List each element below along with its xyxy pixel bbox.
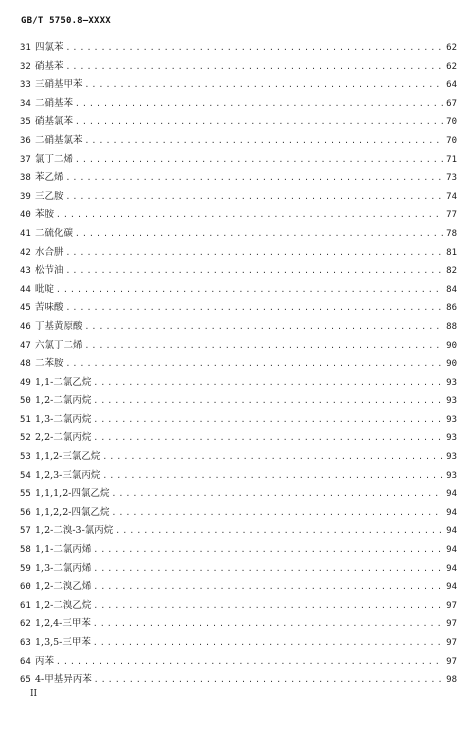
toc-entry-page: 94 [446, 526, 457, 537]
toc-entry[interactable] [20, 467, 457, 486]
toc-entry-title: 二硫化碳 [35, 227, 74, 239]
toc-entry-number: 43 [20, 266, 31, 277]
toc-entry-title: 苦味酸 [35, 302, 64, 314]
toc-entry-page: 88 [446, 321, 457, 332]
toc-entry-number: 40 [20, 210, 31, 221]
toc-dot-leader [85, 132, 443, 151]
toc-entry-number: 45 [20, 303, 31, 314]
toc-entry-title: 1,2-二溴-3-氯丙烷 [35, 525, 114, 537]
toc-entry-title: 1,1,2-三氯乙烷 [35, 451, 101, 463]
toc-entry[interactable] [20, 411, 457, 430]
toc-entry-page: 90 [446, 340, 457, 351]
toc-entry[interactable] [20, 132, 457, 151]
toc-entry[interactable] [20, 299, 457, 318]
toc-dot-leader [56, 281, 443, 300]
toc-entry-number: 42 [20, 247, 31, 258]
toc-entry[interactable] [20, 522, 457, 541]
toc-entry-number: 60 [20, 582, 31, 593]
toc-entry-number: 51 [20, 414, 31, 425]
toc-dot-leader [66, 244, 443, 263]
toc-entry-number: 63 [20, 638, 31, 648]
toc-dot-leader [102, 467, 443, 486]
toc-entry-page: 94 [446, 545, 457, 556]
toc-entry[interactable] [20, 58, 457, 77]
toc-dot-leader [94, 671, 443, 690]
toc-entry-number: 64 [20, 656, 31, 667]
toc-entry-number: 54 [20, 470, 31, 481]
toc-entry[interactable] [20, 281, 457, 300]
toc-entry-page: 67 [446, 98, 457, 109]
toc-entry-title: 三乙胺 [35, 190, 64, 202]
toc-entry-page: 94 [446, 489, 457, 500]
toc-entry[interactable] [20, 671, 457, 690]
toc-entry-page: 93 [446, 414, 457, 425]
table-of-contents [20, 39, 457, 690]
toc-entry-number: 38 [20, 173, 31, 184]
toc-entry[interactable] [20, 485, 457, 504]
toc-dot-leader [111, 485, 443, 504]
toc-entry[interactable] [20, 634, 457, 653]
toc-entry-page: 93 [446, 433, 457, 444]
toc-entry-page: 90 [446, 359, 457, 370]
toc-dot-leader [75, 95, 443, 114]
toc-dot-leader [66, 355, 443, 374]
toc-entry-number: 35 [20, 117, 31, 128]
toc-entry-title: 1,2,4-三甲苯 [35, 618, 91, 630]
toc-entry[interactable] [20, 95, 457, 114]
toc-entry-title: 1,1,1,2-四氯乙烷 [35, 488, 110, 500]
toc-entry-number: 56 [20, 507, 31, 518]
toc-entry-page: 93 [446, 470, 457, 481]
toc-entry-page: 93 [446, 452, 457, 463]
toc-entry-title: 二苯胺 [35, 358, 64, 370]
toc-entry[interactable] [20, 169, 457, 188]
toc-entry-title: 1,2-二溴乙烷 [35, 599, 92, 611]
toc-entry-page: 94 [446, 507, 457, 518]
toc-entry-number: 61 [20, 600, 31, 611]
toc-entry[interactable] [20, 578, 457, 597]
toc-dot-leader [75, 113, 443, 132]
toc-dot-leader [66, 262, 443, 281]
toc-dot-leader [93, 615, 443, 634]
toc-entry-number: 62 [20, 619, 31, 630]
toc-entry[interactable] [20, 615, 457, 634]
toc-entry-title: 1,3-二氯丙烷 [35, 413, 92, 425]
toc-entry-title: 硝基氯苯 [35, 116, 74, 128]
toc-entry-number: 32 [20, 61, 31, 72]
toc-entry-title: 1,1-二氯丙烯 [35, 544, 92, 556]
toc-entry-number: 48 [20, 359, 31, 370]
toc-dot-leader [75, 151, 443, 170]
toc-entry-page: 62 [446, 61, 457, 72]
toc-entry-title: 苯乙烯 [35, 172, 64, 184]
toc-entry-number: 46 [20, 321, 31, 332]
toc-entry-title: 1,1,2,2-四氯乙烷 [35, 506, 110, 518]
toc-entry-title: 硝基苯 [35, 60, 64, 72]
toc-entry[interactable] [20, 374, 457, 393]
toc-entry-page: 78 [446, 228, 457, 239]
toc-entry-page: 73 [446, 173, 457, 184]
toc-entry-number: 53 [20, 452, 31, 463]
toc-entry-page: 93 [446, 377, 457, 388]
toc-entry-number: 50 [20, 396, 31, 407]
toc-entry[interactable] [20, 429, 457, 448]
toc-entry[interactable] [20, 76, 457, 95]
toc-dot-leader [102, 448, 443, 467]
document-header-code: GB/T 5750.8—XXXX [21, 16, 111, 26]
toc-dot-leader [85, 76, 443, 95]
toc-entry[interactable] [20, 560, 457, 579]
toc-entry-number: 31 [20, 43, 31, 53]
toc-entry[interactable] [20, 355, 457, 374]
toc-entry[interactable] [20, 188, 457, 207]
toc-entry-page: 93 [446, 396, 457, 407]
toc-entry[interactable] [20, 113, 457, 132]
toc-dot-leader [85, 337, 443, 356]
toc-entry-title: 氯丁二烯 [35, 153, 74, 165]
toc-entry[interactable] [20, 653, 457, 672]
toc-dot-leader [75, 225, 443, 244]
toc-entry-title: 四氯苯 [35, 42, 64, 53]
toc-entry-title: 1,2-二溴乙烯 [35, 581, 92, 593]
toc-entry-number: 49 [20, 377, 31, 388]
toc-entry-number: 52 [20, 433, 31, 444]
toc-entry-title: 2,2-二氯丙烷 [35, 432, 92, 444]
toc-entry-page: 81 [446, 247, 457, 258]
toc-dot-leader [93, 374, 443, 393]
toc-entry[interactable] [20, 318, 457, 337]
toc-dot-leader [56, 206, 443, 225]
toc-entry-page: 64 [446, 80, 457, 91]
toc-entry[interactable] [20, 337, 457, 356]
toc-entry-title: 二硝基苯 [35, 97, 74, 109]
toc-entry-title: 六氯丁二烯 [35, 339, 83, 351]
toc-entry-number: 37 [20, 154, 31, 165]
toc-entry[interactable] [20, 448, 457, 467]
toc-entry-page: 70 [446, 135, 457, 146]
toc-entry-title: 1,3-二氯丙烯 [35, 562, 92, 574]
toc-dot-leader [93, 411, 443, 430]
toc-dot-leader [85, 318, 443, 337]
toc-entry-number: 39 [20, 191, 31, 202]
toc-entry-page: 97 [446, 619, 457, 630]
toc-dot-leader [93, 429, 443, 448]
toc-entry-page: 97 [446, 638, 457, 648]
toc-entry[interactable] [20, 392, 457, 411]
toc-entry-number: 58 [20, 545, 31, 556]
toc-entry-title: 丁基黄原酸 [35, 320, 83, 332]
toc-dot-leader [93, 597, 443, 616]
toc-entry-number: 65 [20, 675, 31, 686]
toc-entry-title: 松节油 [35, 265, 64, 277]
toc-entry-page: 98 [446, 675, 457, 686]
toc-entry[interactable] [20, 541, 457, 560]
toc-dot-leader [93, 392, 443, 411]
toc-entry-page: 94 [446, 563, 457, 574]
toc-entry-title: 4-甲基异丙苯 [35, 674, 92, 686]
toc-dot-leader [66, 188, 443, 207]
toc-entry-title: 三硝基甲苯 [35, 79, 83, 91]
toc-entry-title: 苯胺 [35, 209, 55, 221]
toc-entry[interactable] [20, 262, 457, 281]
toc-dot-leader [56, 653, 443, 672]
toc-entry-number: 44 [20, 284, 31, 295]
toc-entry-page: 86 [446, 303, 457, 314]
toc-entry-title: 1,2,3-三氯丙烷 [35, 469, 101, 481]
toc-entry-number: 41 [20, 228, 31, 239]
toc-entry[interactable] [20, 244, 457, 263]
toc-dot-leader [66, 58, 443, 77]
toc-entry[interactable] [20, 206, 457, 225]
toc-entry[interactable] [20, 504, 457, 523]
toc-entry-title: 1,2-二氯丙烷 [35, 395, 92, 407]
toc-entry[interactable] [20, 39, 457, 58]
toc-entry-page: 84 [446, 284, 457, 295]
toc-entry-number: 57 [20, 526, 31, 537]
toc-dot-leader [111, 504, 443, 523]
toc-entry-page: 77 [446, 210, 457, 221]
toc-entry-page: 71 [446, 154, 457, 165]
toc-dot-leader [66, 39, 443, 58]
toc-entry-title: 1,1-二氯乙烷 [35, 376, 92, 388]
toc-entry[interactable] [20, 151, 457, 170]
toc-dot-leader [93, 634, 443, 653]
toc-entry-page: 97 [446, 656, 457, 667]
toc-dot-leader [115, 522, 443, 541]
toc-dot-leader [93, 578, 443, 597]
toc-entry-number: 47 [20, 340, 31, 351]
toc-entry-title: 水合肼 [35, 246, 64, 258]
toc-entry-page: 82 [446, 266, 457, 277]
toc-entry[interactable] [20, 225, 457, 244]
toc-entry-title: 二硝基氯苯 [35, 134, 83, 146]
toc-entry-title: 丙苯 [35, 655, 55, 667]
toc-entry-page: 70 [446, 117, 457, 128]
toc-entry-title: 吡啶 [35, 283, 55, 295]
toc-entry-title: 1,3,5-三甲苯 [35, 637, 91, 648]
toc-entry-page: 94 [446, 582, 457, 593]
toc-entry-number: 59 [20, 563, 31, 574]
toc-entry-page: 97 [446, 600, 457, 611]
toc-entry-number: 33 [20, 80, 31, 91]
toc-entry-number: 36 [20, 135, 31, 146]
toc-entry-number: 55 [20, 489, 31, 500]
page-number-footer: II [30, 689, 38, 699]
toc-entry-page: 62 [446, 43, 457, 53]
toc-dot-leader [66, 299, 443, 318]
toc-dot-leader [93, 560, 443, 579]
toc-entry-page: 74 [446, 191, 457, 202]
toc-dot-leader [93, 541, 443, 560]
toc-entry[interactable] [20, 597, 457, 616]
toc-entry-number: 34 [20, 98, 31, 109]
toc-dot-leader [66, 169, 443, 188]
